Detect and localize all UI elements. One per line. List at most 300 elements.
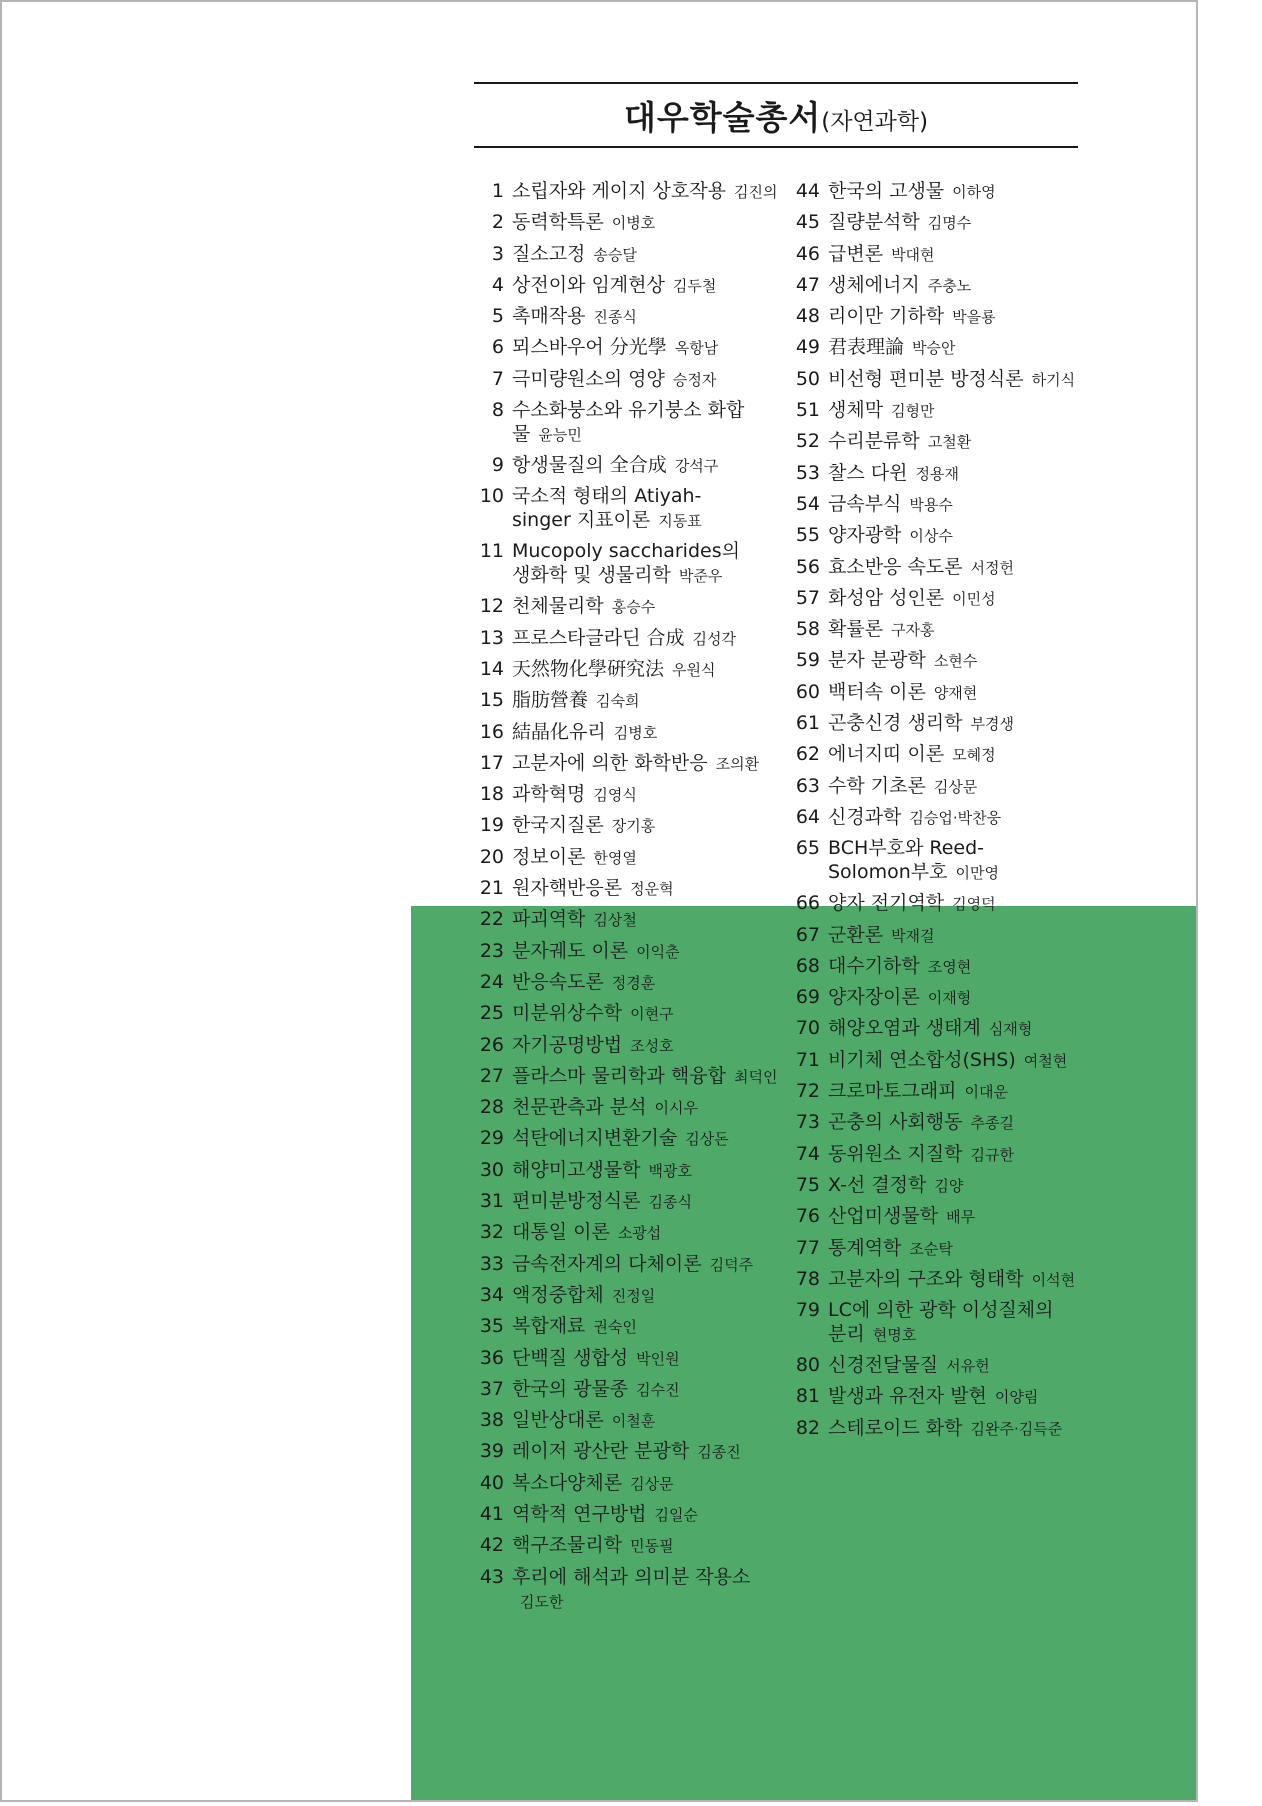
book-number: 81 <box>795 1385 820 1408</box>
book-item <box>790 708 1190 739</box>
book-item <box>474 395 752 450</box>
book-item <box>474 1030 794 1061</box>
book-author: 김명수 <box>927 214 972 233</box>
book-title: 天然物化學硏究法 <box>512 657 665 680</box>
book-author: 김수진 <box>636 1380 680 1399</box>
book-author: 옥항남 <box>674 339 719 358</box>
book-number: 27 <box>479 1064 504 1087</box>
book-item <box>474 239 794 270</box>
book-number: 82 <box>795 1416 820 1439</box>
book-author: 윤능민 <box>538 426 582 445</box>
book-item <box>474 748 794 779</box>
book-title: 크로마토그래피 <box>828 1080 957 1103</box>
book-author: 조성호 <box>630 1036 674 1055</box>
book-item <box>790 645 1190 676</box>
book-item <box>790 1045 1190 1076</box>
book-title: 생체막 <box>828 399 884 422</box>
book-title: 소립자와 게이지 상호작용 <box>512 180 726 202</box>
book-author: 김도한 <box>520 1592 564 1611</box>
book-author: 한영열 <box>593 848 637 867</box>
book-author: 진정일 <box>611 1286 656 1305</box>
book-number: 65 <box>795 837 820 860</box>
book-item <box>474 1436 794 1467</box>
book-number: 62 <box>795 743 820 766</box>
book-item <box>474 1405 794 1436</box>
book-author: 홍승수 <box>611 598 656 617</box>
book-item <box>790 458 1190 489</box>
book-author: 김영식 <box>593 786 637 805</box>
book-title: 비기체 연소합성(SHS) <box>828 1048 1016 1071</box>
book-number: 37 <box>479 1377 504 1400</box>
book-item <box>474 810 794 841</box>
book-item <box>790 426 1190 457</box>
book-author: 김상돈 <box>685 1130 729 1149</box>
series-title <box>474 92 1078 142</box>
book-title: 파괴역학 <box>512 908 586 931</box>
book-author: 소광섭 <box>617 1224 662 1243</box>
book-number: 41 <box>479 1502 504 1525</box>
book-title: X-선 결정학 <box>828 1173 927 1196</box>
series-title-main: 대우학술총서 <box>623 98 822 137</box>
book-item <box>474 1123 794 1154</box>
book-title: 양자장이론 <box>828 986 920 1009</box>
book-item <box>474 936 794 967</box>
book-number: 8 <box>491 399 504 422</box>
book-item <box>474 1186 794 1217</box>
book-number: 75 <box>795 1173 820 1196</box>
book-number: 60 <box>795 680 820 703</box>
book-number: 10 <box>479 485 504 508</box>
book-number: 44 <box>795 180 820 202</box>
book-author: 박승안 <box>912 339 956 358</box>
book-item <box>474 654 794 685</box>
book-title: 원자핵반응론 <box>512 877 623 900</box>
book-item <box>474 1092 794 1123</box>
book-item <box>790 677 1190 708</box>
book-author: 정운혁 <box>630 880 674 899</box>
book-title: 금속전자계의 다체이론 <box>512 1252 702 1275</box>
book-author: 김양 <box>934 1176 964 1195</box>
book-number: 1 <box>491 180 504 202</box>
book-item <box>790 552 1190 583</box>
book-author: 여철현 <box>1023 1051 1068 1070</box>
book-number: 47 <box>795 273 820 296</box>
book-number: 43 <box>479 1565 504 1588</box>
book-author: 김병호 <box>613 723 658 742</box>
book-number: 45 <box>795 211 820 234</box>
book-item <box>474 1499 794 1530</box>
book-author: 하기식 <box>1031 370 1076 389</box>
book-number: 54 <box>795 492 820 515</box>
book-number: 26 <box>479 1033 504 1056</box>
book-item <box>790 489 1190 520</box>
book-title: 고분자에 의한 화학반응 <box>512 751 708 774</box>
book-number: 70 <box>795 1017 820 1040</box>
book-item <box>790 207 1190 238</box>
book-item <box>474 207 794 238</box>
book-number: 56 <box>795 555 820 578</box>
book-title: 정보이론 <box>512 845 586 868</box>
book-title: 분자 분광학 <box>828 649 926 672</box>
book-author: 정용재 <box>915 464 959 483</box>
book-number: 5 <box>491 305 504 328</box>
book-title: 신경과학 <box>828 805 902 828</box>
book-number: 9 <box>491 454 504 477</box>
book-title: 結晶化유리 <box>512 720 606 743</box>
book-item <box>474 1343 794 1374</box>
book-number: 14 <box>479 657 504 680</box>
book-number: 39 <box>479 1440 504 1463</box>
book-title: 뫼스바우어 分光學 <box>512 336 667 359</box>
book-item <box>474 301 794 332</box>
book-number: 20 <box>479 845 504 868</box>
book-item <box>790 982 1190 1013</box>
book-item <box>790 176 1190 207</box>
book-item <box>790 1233 1190 1264</box>
book-title: 해양오염과 생태계 <box>828 1017 981 1040</box>
book-author: 김두철 <box>672 276 717 295</box>
book-author: 진종식 <box>593 308 637 327</box>
book-author: 김진의 <box>733 183 778 201</box>
book-number: 72 <box>795 1080 820 1103</box>
book-title: 분자궤도 이론 <box>512 939 629 962</box>
book-item <box>474 591 794 622</box>
book-title: 발생과 유전자 발현 <box>828 1385 987 1408</box>
book-title: 프로스타글라딘 合成 <box>512 626 685 649</box>
book-title: 복소다양체론 <box>512 1471 623 1494</box>
book-author: 장기홍 <box>611 817 656 836</box>
book-author: 송승달 <box>593 245 637 264</box>
book-item <box>474 364 794 395</box>
book-item <box>790 301 1190 332</box>
book-title: 극미량원소의 영양 <box>512 367 665 390</box>
book-author: 이대운 <box>964 1083 1008 1102</box>
book-number: 66 <box>795 892 820 915</box>
book-title: 석탄에너지변환기술 <box>512 1127 678 1150</box>
book-number: 63 <box>795 774 820 797</box>
book-number: 17 <box>479 751 504 774</box>
book-title: 동위원소 지질학 <box>828 1142 963 1165</box>
book-title: 복합재료 <box>512 1315 586 1338</box>
book-author: 현명호 <box>872 1326 917 1345</box>
book-title: 효소반응 속도론 <box>828 555 963 578</box>
book-item <box>474 536 752 591</box>
book-title: 과학혁명 <box>512 783 586 806</box>
book-author: 김숙희 <box>596 692 640 711</box>
book-number: 16 <box>479 720 504 743</box>
book-author: 박을룡 <box>952 308 996 327</box>
book-item <box>474 842 794 873</box>
book-author: 김상철 <box>593 911 637 930</box>
book-number: 28 <box>479 1096 504 1119</box>
book-title: 신경전달물질 <box>828 1354 939 1377</box>
book-number: 78 <box>795 1267 820 1290</box>
book-author: 김규한 <box>970 1145 1015 1164</box>
book-number: 55 <box>795 524 820 547</box>
book-title: 화성암 성인론 <box>828 586 945 609</box>
series-title-sub: (자연과학) <box>821 109 929 135</box>
book-number: 33 <box>479 1252 504 1275</box>
book-item <box>474 1311 794 1342</box>
book-number: 71 <box>795 1048 820 1071</box>
book-title: 산업미생물학 <box>828 1205 939 1228</box>
book-title: 한국지질론 <box>512 814 604 837</box>
book-title: 자기공명방법 <box>512 1033 623 1056</box>
book-author: 김덕주 <box>709 1255 754 1274</box>
book-title: 곤충신경 생리학 <box>828 712 963 735</box>
book-author: 민동필 <box>630 1537 674 1556</box>
book-number: 38 <box>479 1409 504 1432</box>
book-number: 74 <box>795 1142 820 1165</box>
book-author: 백광호 <box>648 1161 692 1180</box>
book-item <box>474 904 794 935</box>
book-item <box>790 1381 1190 1412</box>
book-number: 4 <box>491 273 504 296</box>
book-number: 35 <box>479 1315 504 1338</box>
book-author: 강석구 <box>674 457 719 476</box>
book-number: 73 <box>795 1111 820 1134</box>
book-title: 확률론 <box>828 618 884 641</box>
book-number: 24 <box>479 970 504 993</box>
header-rule-bottom <box>474 146 1078 148</box>
book-author: 정경훈 <box>611 973 656 992</box>
book-author: 김상문 <box>630 1474 674 1493</box>
book-title: 수소화붕소와 유기붕소 화합물 <box>512 399 745 446</box>
book-number: 50 <box>795 367 820 390</box>
book-number: 11 <box>479 540 504 563</box>
book-author: 서정헌 <box>970 558 1015 577</box>
book-author: 이익춘 <box>636 942 680 961</box>
book-title: 수리분류학 <box>828 430 920 453</box>
book-title: 해양미고생물학 <box>512 1158 641 1181</box>
book-number: 61 <box>795 712 820 735</box>
book-author: 김성각 <box>692 629 737 648</box>
book-number: 77 <box>795 1236 820 1259</box>
book-title: 단백질 생합성 <box>512 1346 629 1369</box>
book-number: 79 <box>795 1299 820 1322</box>
book-title: 한국의 광물종 <box>512 1377 629 1400</box>
book-number: 67 <box>795 923 820 946</box>
book-author: 모혜정 <box>952 746 996 765</box>
book-item <box>790 614 1190 645</box>
book-author: 지동표 <box>658 512 702 531</box>
book-item <box>790 364 1190 395</box>
book-author: 이시우 <box>654 1099 699 1118</box>
book-author: 배무 <box>946 1208 976 1227</box>
book-author: 박재걸 <box>891 926 935 945</box>
book-title: 비선형 편미분 방정식론 <box>828 367 1024 390</box>
book-title: 후리에 해석과 의미분 작용소 <box>512 1565 751 1588</box>
book-item <box>474 717 794 748</box>
book-item <box>790 1201 1190 1232</box>
book-author: 승정자 <box>672 370 717 389</box>
book-title: 역학적 연구방법 <box>512 1502 647 1525</box>
book-number: 29 <box>479 1127 504 1150</box>
book-author: 김형만 <box>891 402 935 421</box>
book-item <box>790 1107 1190 1138</box>
book-title: 양자 전기역학 <box>828 892 945 915</box>
book-item <box>474 1217 794 1248</box>
book-item <box>790 270 1190 301</box>
book-number: 49 <box>795 336 820 359</box>
book-title: 생체에너지 <box>828 273 920 296</box>
book-number: 18 <box>479 783 504 806</box>
book-item <box>474 1530 794 1561</box>
book-author: 박준우 <box>678 567 723 586</box>
book-title: 脂肪營養 <box>512 689 589 712</box>
book-item <box>790 1295 1058 1350</box>
book-author: 이철훈 <box>611 1412 656 1431</box>
book-number: 19 <box>479 814 504 837</box>
book-author: 양재현 <box>933 683 978 702</box>
book-title: 항생물질의 全合成 <box>512 454 667 477</box>
book-item <box>790 1170 1190 1201</box>
book-title: 군환론 <box>828 923 884 946</box>
book-item <box>790 1013 1190 1044</box>
book-title: 레이저 광산란 분광학 <box>512 1440 690 1463</box>
book-author: 권숙인 <box>593 1318 637 1337</box>
book-item <box>790 951 1190 982</box>
book-number: 80 <box>795 1354 820 1377</box>
book-title: 양자광학 <box>828 524 902 547</box>
book-list-right <box>790 176 1190 1444</box>
book-author: 서유헌 <box>946 1357 990 1376</box>
book-author: 박인원 <box>636 1349 680 1368</box>
book-title: Mucopoly saccharides의 생화학 및 생물리학 <box>512 540 740 587</box>
book-author: 소현수 <box>933 652 978 671</box>
book-author: 김완주·김득준 <box>970 1419 1063 1438</box>
book-author: 이양림 <box>994 1388 1039 1407</box>
book-item <box>474 450 794 481</box>
book-title: 편미분방정식론 <box>512 1190 641 1213</box>
book-item <box>790 583 1190 614</box>
book-number: 31 <box>479 1190 504 1213</box>
book-number: 51 <box>795 399 820 422</box>
book-number: 32 <box>479 1221 504 1244</box>
book-number: 25 <box>479 1002 504 1025</box>
book-number: 40 <box>479 1471 504 1494</box>
book-item <box>474 481 752 536</box>
header-rule-top <box>474 82 1078 84</box>
book-item <box>790 332 1190 363</box>
book-author: 추종길 <box>970 1114 1015 1133</box>
book-number: 46 <box>795 242 820 265</box>
book-list-left <box>474 176 794 1617</box>
book-title: 반응속도론 <box>512 970 604 993</box>
book-author: 부경생 <box>970 715 1015 734</box>
book-author: 이하영 <box>952 183 996 201</box>
book-item <box>790 920 1190 951</box>
book-item <box>790 833 1058 888</box>
book-number: 3 <box>491 242 504 265</box>
book-author: 박용수 <box>909 495 953 514</box>
book-author: 이현구 <box>630 1005 674 1024</box>
book-title: 천체물리학 <box>512 595 604 618</box>
book-title: 통계역학 <box>828 1236 902 1259</box>
book-item <box>790 1413 1190 1444</box>
book-number: 57 <box>795 586 820 609</box>
book-item <box>474 1280 794 1311</box>
book-title: 상전이와 임계현상 <box>512 273 665 296</box>
book-title: 급변론 <box>828 242 884 265</box>
book-item <box>474 1249 794 1280</box>
book-title: LC에 의한 광학 이성질체의 분리 <box>828 1299 1054 1346</box>
book-author: 최덕인 <box>733 1067 778 1086</box>
book-number: 13 <box>479 626 504 649</box>
book-title: 수학 기초론 <box>828 774 926 797</box>
book-author: 고철환 <box>927 433 972 452</box>
book-item <box>474 1562 752 1617</box>
book-title: 곤충의 사회행동 <box>828 1111 963 1134</box>
book-title: 미분위상수학 <box>512 1002 623 1025</box>
book-title: 대수기하학 <box>828 954 920 977</box>
book-author: 심재형 <box>988 1020 1033 1039</box>
book-number: 7 <box>491 367 504 390</box>
book-author: 김영덕 <box>952 895 996 914</box>
book-item <box>474 332 794 363</box>
book-item <box>474 1155 794 1186</box>
book-number: 76 <box>795 1205 820 1228</box>
book-number: 58 <box>795 618 820 641</box>
book-item <box>474 176 794 207</box>
book-number: 48 <box>795 305 820 328</box>
book-title: 플라스마 물리학과 핵융합 <box>512 1064 726 1087</box>
book-author: 김상문 <box>933 777 978 796</box>
book-title: 백터속 이론 <box>828 680 926 703</box>
book-title: 리이만 기하학 <box>828 305 945 328</box>
book-item <box>474 270 794 301</box>
book-title: 한국의 고생물 <box>828 180 945 202</box>
book-item <box>790 1139 1190 1170</box>
book-item <box>474 685 794 716</box>
book-author: 구자홍 <box>891 621 935 640</box>
page-margin <box>1198 0 1262 1806</box>
book-item <box>790 802 1190 833</box>
book-title: 질량분석학 <box>828 211 920 234</box>
book-item <box>474 1374 794 1405</box>
book-title: 찰스 다윈 <box>828 461 908 484</box>
book-author: 이재형 <box>927 989 972 1008</box>
book-author: 김승업·박찬웅 <box>909 808 1002 827</box>
book-number: 42 <box>479 1534 504 1557</box>
book-author: 이석현 <box>1031 1270 1076 1289</box>
book-item <box>790 739 1190 770</box>
book-author: 이만영 <box>955 864 999 883</box>
book-title: 천문관측과 분석 <box>512 1096 647 1119</box>
book-author: 우원식 <box>672 660 716 679</box>
book-item <box>790 520 1190 551</box>
book-item <box>790 1264 1190 1295</box>
book-title: BCH부호와 Reed-Solomon부호 <box>828 837 984 884</box>
book-author: 주충노 <box>927 276 972 295</box>
book-title: 질소고정 <box>512 242 586 265</box>
book-number: 59 <box>795 649 820 672</box>
book-item <box>790 771 1190 802</box>
book-number: 15 <box>479 689 504 712</box>
book-author: 박대현 <box>891 245 935 264</box>
book-author: 이민성 <box>952 589 996 608</box>
book-title: 금속부식 <box>828 492 902 515</box>
book-number: 68 <box>795 954 820 977</box>
book-author: 조의환 <box>715 754 760 773</box>
book-item <box>790 1350 1190 1381</box>
book-number: 36 <box>479 1346 504 1369</box>
book-author: 김종식 <box>648 1193 692 1212</box>
book-number: 21 <box>479 877 504 900</box>
book-item <box>790 395 1190 426</box>
book-title: 촉매작용 <box>512 305 586 328</box>
book-title: 스테로이드 화학 <box>828 1416 963 1439</box>
